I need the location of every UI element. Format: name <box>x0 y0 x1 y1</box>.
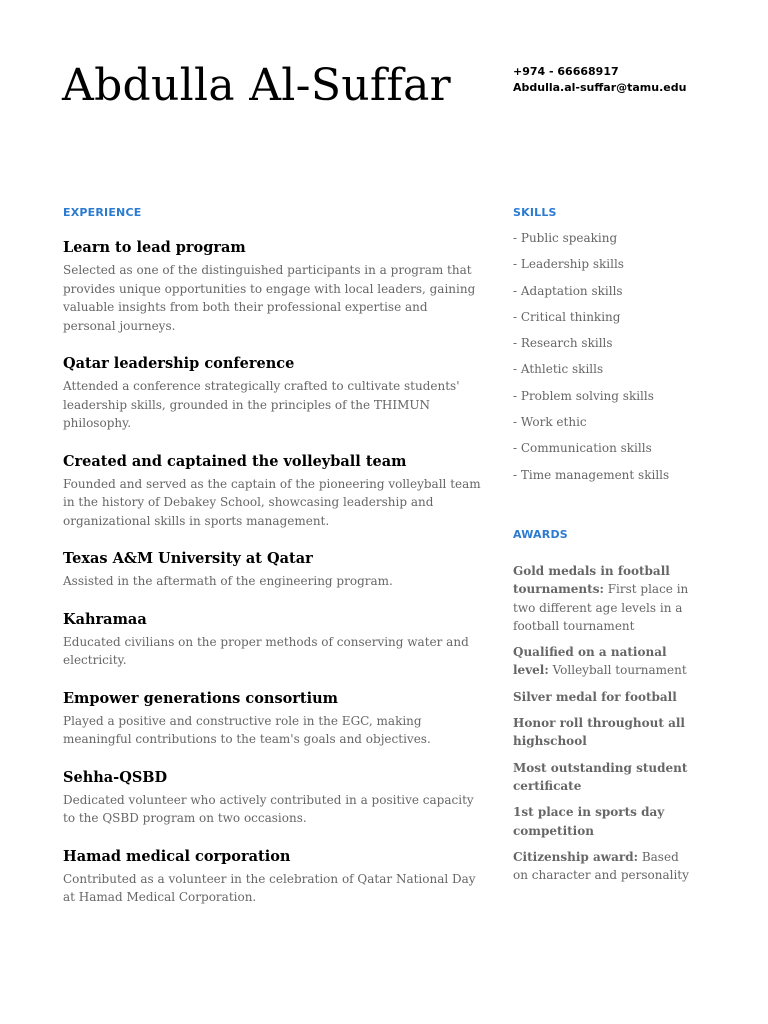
contact-info <box>513 64 686 96</box>
phone-number: +974 - 66668917 <box>513 65 619 78</box>
experience-list <box>63 238 481 907</box>
award-item <box>513 848 693 885</box>
experience-entry <box>63 847 481 907</box>
experience-description: Attended a conference strategically crafted to cultivate students' leadership skills, grounded in the principles of the THIMUN philosophy. <box>63 379 460 430</box>
experience-column <box>63 205 481 907</box>
experience-description: Founded and served as the captain of the pioneering volleyball team in the history of Debakey School, showcasing leadership and organizational skills in sports management. <box>63 476 481 528</box>
skill-item: - Problem solving skills <box>513 388 654 403</box>
skill-item: - Work ethic <box>513 415 587 430</box>
award-detail: Volleyball tournament <box>548 663 687 678</box>
award-item <box>513 803 693 840</box>
skills-list <box>513 225 693 488</box>
award-item <box>513 714 693 751</box>
experience-title: Hamad medical corporation <box>63 847 291 865</box>
experience-heading: EXPERIENCE <box>63 206 142 219</box>
experience-title: Created and captained the volleyball team <box>63 452 407 470</box>
candidate-name: Abdulla Al-Suffar <box>62 60 451 111</box>
experience-description: Selected as one of the distinguished participants in a program that provides unique opportunities to engage with local leaders, gaining valuable insights from both their professional expertise and personal journeys. <box>63 263 476 333</box>
awards-list <box>513 562 693 884</box>
experience-description: Assisted in the aftermath of the engineering program. <box>63 574 393 588</box>
skill-item: - Time management skills <box>513 467 670 482</box>
award-detail: First place in two different age levels in a football tournament <box>513 582 689 633</box>
experience-entry <box>63 768 481 828</box>
email-address: Abdulla.al-suffar@tamu.edu <box>513 81 687 94</box>
award-title: Silver medal for football <box>513 689 677 704</box>
awards-heading: AWARDS <box>513 527 568 541</box>
experience-entry <box>63 549 481 591</box>
experience-entry <box>63 354 481 433</box>
award-item <box>513 643 693 680</box>
experience-description: Contributed as a volunteer in the celebration of Qatar National Day at Hamad Medical Corporation. <box>63 871 476 904</box>
award-title: Gold medals in football tournaments: <box>513 563 670 597</box>
experience-title: Texas A&M University at Qatar <box>63 550 313 567</box>
award-item <box>513 688 693 706</box>
experience-description: Dedicated volunteer who actively contributed in a positive capacity to the QSBD program on two occasions. <box>63 792 474 825</box>
experience-title: Qatar leadership conference <box>63 355 295 372</box>
experience-entry <box>63 238 481 335</box>
award-item <box>513 759 693 796</box>
experience-description: Played a positive and constructive role in the EGC, making meaningful contributions to the team's goals and objectives. <box>63 713 431 746</box>
skill-item: - Communication skills <box>513 441 652 456</box>
skill-item: - Critical thinking <box>513 309 621 324</box>
skill-item: - Athletic skills <box>513 362 604 377</box>
experience-entry <box>63 689 481 749</box>
award-title: Most outstanding student certificate <box>513 760 688 793</box>
award-item <box>513 562 693 635</box>
experience-entry <box>63 610 481 670</box>
experience-title: Sehha-QSBD <box>63 768 168 786</box>
award-title: Qualified on a national level: <box>513 645 667 678</box>
award-title: 1st place in sports day competition <box>513 805 665 838</box>
sidebar-column <box>513 205 693 892</box>
experience-entry <box>63 452 481 531</box>
skill-item: - Leadership skills <box>513 257 624 272</box>
experience-title: Learn to lead program <box>63 239 246 256</box>
experience-description: Educated civilians on the proper methods of conserving water and electricity. <box>63 634 469 667</box>
award-title: Honor roll throughout all highschool <box>513 716 685 749</box>
experience-title: Empower generations consortium <box>63 689 339 707</box>
experience-title: Kahramaa <box>63 610 147 628</box>
award-detail: Based on character and personality <box>513 849 689 883</box>
skills-heading: SKILLS <box>513 206 557 219</box>
skill-item: - Research skills <box>513 336 613 351</box>
skill-item: - Public speaking <box>513 231 618 245</box>
skill-item: - Adaptation skills <box>513 283 623 298</box>
award-title: Citizenship award: <box>513 849 639 864</box>
